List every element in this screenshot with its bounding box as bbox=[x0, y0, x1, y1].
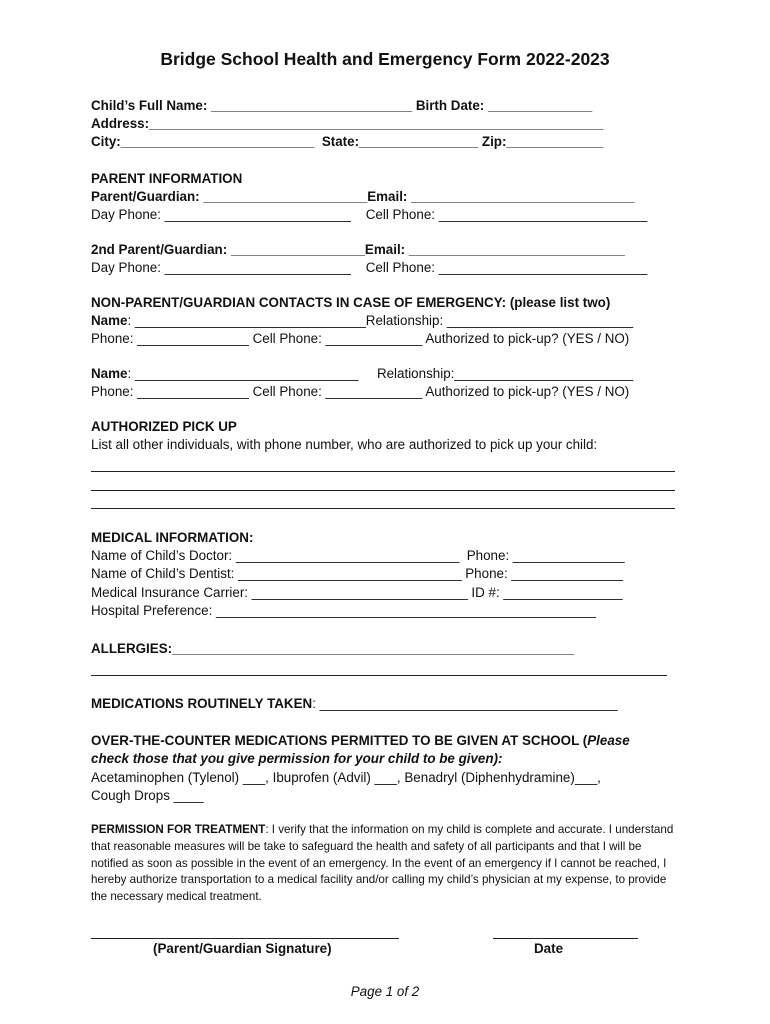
form-title: Bridge School Health and Emergency Form 2022-2023 bbox=[160, 49, 610, 69]
pickup-write-line-2[interactable] bbox=[91, 490, 675, 491]
date-label: Date bbox=[534, 941, 564, 956]
pickup-write-line-1[interactable] bbox=[91, 471, 675, 472]
insurance-line[interactable]: Medical Insurance Carrier: _____________________________ ID #: ________________ bbox=[91, 585, 623, 600]
medical-info-heading: MEDICAL INFORMATION: bbox=[91, 530, 254, 545]
emergency-contacts-heading: NON-PARENT/GUARDIAN CONTACTS IN CASE OF EMERGENCY: (please list two) bbox=[91, 295, 611, 310]
allergies-write-line[interactable] bbox=[91, 675, 667, 676]
parent-info-heading: PARENT INFORMATION bbox=[91, 171, 243, 186]
signature-label: (Parent/Guardian Signature) bbox=[153, 941, 332, 956]
permission-paragraph bbox=[91, 822, 681, 906]
emergency-contact-2-name-line[interactable] bbox=[91, 365, 633, 383]
page-number: Page 1 of 2 bbox=[350, 984, 420, 999]
second-parent-line[interactable]: 2nd Parent/Guardian: __________________Email: _____________________________ bbox=[91, 242, 625, 257]
otc-heading bbox=[91, 732, 630, 750]
name-label: Name bbox=[91, 313, 128, 328]
permission-text: : I verify that the information on my child is complete and accurate. I understand that reasonable measures will be take to safeguard the health and safety of all participants and that I will be notified as soon as possible in the event of an emergency. In the event of an emergency if I cannot be reached, I hereby authorize transportation to a medical facility and/or calling my child’s physician at my expense, to provide the necessary medical treatment. bbox=[91, 823, 674, 904]
emergency-contact-1-phone-line[interactable]: Phone: _______________ Cell Phone: _____________ Authorized to pick-up? (YES / NO) bbox=[91, 331, 630, 346]
parent-guardian-line[interactable]: Parent/Guardian: ______________________Email: ______________________________ bbox=[91, 189, 635, 204]
medications-label: MEDICATIONS ROUTINELY TAKEN bbox=[91, 696, 313, 711]
child-name-birthdate-line[interactable]: Child’s Full Name: ___________________________ Birth Date: ______________ bbox=[91, 98, 593, 113]
hospital-line[interactable]: Hospital Preference: ___________________________________________________ bbox=[91, 603, 596, 618]
allergies-line[interactable]: ALLERGIES:______________________________________________________ bbox=[91, 641, 575, 656]
name-relationship-fields[interactable]: : _______________________________Relationship: _________________________ bbox=[127, 313, 634, 328]
name-label: Name bbox=[91, 366, 128, 381]
otc-heading-italic: Please bbox=[587, 733, 630, 748]
medications-line[interactable] bbox=[91, 695, 618, 713]
emergency-contact-2-phone-line[interactable]: Phone: _______________ Cell Phone: _____________ Authorized to pick-up? (YES / NO) bbox=[91, 384, 630, 399]
pickup-write-line-3[interactable] bbox=[91, 508, 675, 509]
emergency-contact-1-name-line[interactable] bbox=[91, 312, 633, 330]
otc-instruction: check those that you give permission for your child to be given): bbox=[91, 751, 503, 766]
date-line[interactable] bbox=[493, 938, 638, 939]
doctor-line[interactable]: Name of Child’s Doctor: ______________________________ Phone: _______________ bbox=[91, 548, 625, 563]
medications-field[interactable]: : ________________________________________ bbox=[312, 696, 618, 711]
otc-heading-text: OVER-THE-COUNTER MEDICATIONS PERMITTED TO BE GIVEN AT SCHOOL ( bbox=[91, 733, 588, 748]
parent-phone-line[interactable]: Day Phone: _________________________ Cell Phone: ____________________________ bbox=[91, 207, 648, 222]
authorized-pickup-heading: AUTHORIZED PICK UP bbox=[91, 419, 237, 434]
address-line[interactable]: Address:_____________________________________________________________ bbox=[91, 116, 604, 131]
permission-label: PERMISSION FOR TREATMENT bbox=[91, 823, 266, 836]
otc-medications-line[interactable]: Acetaminophen (Tylenol) ___, Ibuprofen (Advil) ___, Benadryl (Diphenhydramine)___, bbox=[91, 770, 601, 785]
name-relationship-fields[interactable]: : ______________________________ Relationship:________________________ bbox=[127, 366, 634, 381]
second-parent-phone-line[interactable]: Day Phone: _________________________ Cell Phone: ____________________________ bbox=[91, 260, 648, 275]
dentist-line[interactable]: Name of Child’s Dentist: ______________________________ Phone: _______________ bbox=[91, 566, 624, 581]
signature-line[interactable] bbox=[91, 938, 399, 939]
authorized-pickup-instructions: List all other individuals, with phone number, who are authorized to pick up your child: bbox=[91, 437, 598, 452]
city-state-zip-line[interactable]: City:__________________________ State:________________ Zip:_____________ bbox=[91, 134, 604, 149]
cough-drops-line[interactable]: Cough Drops ____ bbox=[91, 788, 204, 803]
